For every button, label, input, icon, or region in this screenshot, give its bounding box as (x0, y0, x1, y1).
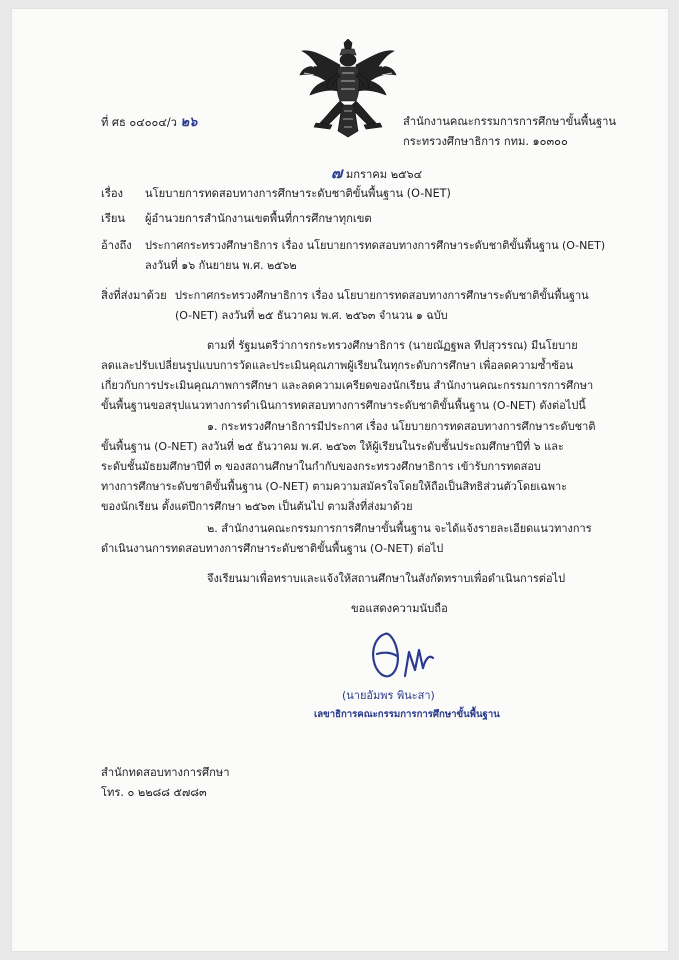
body-p1-line2: ลดและปรับเปลี่ยนรูปแบบการวัดและประเมินคุณภาพผู้เรียนในทุกระดับการศึกษา เพื่อลดความซ้ำซ้อน (101, 359, 574, 372)
body-p2-line5: ของนักเรียน ตั้งแต่ปีการศึกษา ๒๕๖๓ เป็นต้นไป ตามสิ่งที่ส่งมาด้วย (101, 500, 413, 513)
body-p3-line2: ดำเนินงานการทดสอบทางการศึกษาระดับชาติขั้นพื้นฐาน (O-NET) ต่อไป (101, 542, 444, 555)
enclosure-line2: (O-NET) ลงวันที่ ๒๕ ธันวาคม พ.ศ. ๒๕๖๓ จำนวน ๑ ฉบับ (175, 309, 448, 322)
reference-line2: ลงวันที่ ๑๖ กันยายน พ.ศ. ๒๕๖๒ (145, 259, 297, 272)
sender-office-line1: สำนักงานคณะกรรมการการศึกษาขั้นพื้นฐาน (403, 115, 617, 128)
signer-title: เลขาธิการคณะกรรมการการศึกษาขั้นพื้นฐาน (314, 709, 500, 720)
reference-line1: ประกาศกระทรวงศึกษาธิการ เรื่อง นโยบายการทดสอบทางการศึกษาระดับชาติขั้นพื้นฐาน (O-NET) (145, 239, 606, 252)
body-p1-line3: เกี่ยวกับการประเมินคุณภาพการศึกษา และลดความเครียดของนักเรียน สำนักงานคณะกรรมการการศึกษา (101, 379, 594, 392)
to-label: เรียน (101, 212, 126, 225)
signature (367, 624, 447, 688)
body-p2-line3: ระดับชั้นมัธยมศึกษาปีที่ ๓ ของสถานศึกษาในกำกับของกระทรวงศึกษาธิการ เข้ารับการทดสอบ (101, 460, 541, 473)
letter-page (12, 9, 668, 951)
enclosure-label: สิ่งที่ส่งมาด้วย (101, 289, 167, 302)
reference-label: อ้างถึง (101, 239, 132, 252)
body-p1-line4: ขั้นพื้นฐานขอสรุปแนวทางการดำเนินการทดสอบทางการศึกษาระดับชาติขั้นพื้นฐาน (O-NET) ดังต่อไปนี้ (101, 399, 586, 412)
enclosure-line1: ประกาศกระทรวงศึกษาธิการ เรื่อง นโยบายการทดสอบทางการศึกษาระดับชาติขั้นพื้นฐาน (175, 289, 589, 302)
to-text: ผู้อำนวยการสำนักงานเขตพื้นที่การศึกษาทุกเขต (145, 212, 372, 225)
reference-number (101, 116, 197, 130)
subject-text: นโยบายการทดสอบทางการศึกษาระดับชาติขั้นพื้นฐาน (O-NET) (145, 187, 451, 200)
contact-phone: โทร. ๐ ๒๒๘๘ ๕๗๘๓ (101, 786, 207, 799)
signer-name: (นายอัมพร พินะสา) (342, 689, 435, 702)
closing-salutation: ขอแสดงความนับถือ (351, 602, 448, 615)
date-handwritten-day: ๗ (331, 164, 343, 182)
body-p2-line2: ขั้นพื้นฐาน (O-NET) ลงวันที่ ๒๕ ธันวาคม พ.ศ. ๒๕๖๓ ให้ผู้เรียนในระดับชั้นประถมศึกษาปีที่ ๖ และ (101, 440, 564, 453)
garuda-emblem-icon (296, 39, 400, 139)
body-p3-line1: ๒. สำนักงานคณะกรรมการการศึกษาขั้นพื้นฐาน จะได้แจ้งรายละเอียดแนวทางการ (207, 522, 592, 535)
reference-number-printed: ที่ ศธ ๐๔๐๐๔/ว (101, 116, 177, 129)
body-p2-line1: ๑. กระทรวงศึกษาธิการมีประกาศ เรื่อง นโยบายการทดสอบทางการศึกษาระดับชาติ (207, 420, 596, 433)
sender-office-line2: กระทรวงศึกษาธิการ กทม. ๑๐๓๐๐ (403, 135, 568, 148)
letter-date (331, 166, 422, 182)
date-month-year: มกราคม ๒๕๖๔ (345, 168, 423, 181)
closing-request: จึงเรียนมาเพื่อทราบและแจ้งให้สถานศึกษาในสังกัดทราบเพื่อดำเนินการต่อไป (207, 572, 566, 585)
subject-label: เรื่อง (101, 187, 124, 200)
body-p2-line4: ทางการศึกษาระดับชาติขั้นพื้นฐาน (O-NET) ตามความสมัครใจโดยให้ถือเป็นสิทธิส่วนตัวโดยเฉพาะ (101, 480, 568, 493)
reference-number-handwritten: ๒๖ (180, 115, 198, 130)
body-p1-line1: ตามที่ รัฐมนตรีว่าการกระทรวงศึกษาธิการ (นายณัฏฐพล ทีปสุวรรณ) มีนโยบาย (207, 339, 578, 352)
contact-office: สำนักทดสอบทางการศึกษา (101, 766, 230, 779)
